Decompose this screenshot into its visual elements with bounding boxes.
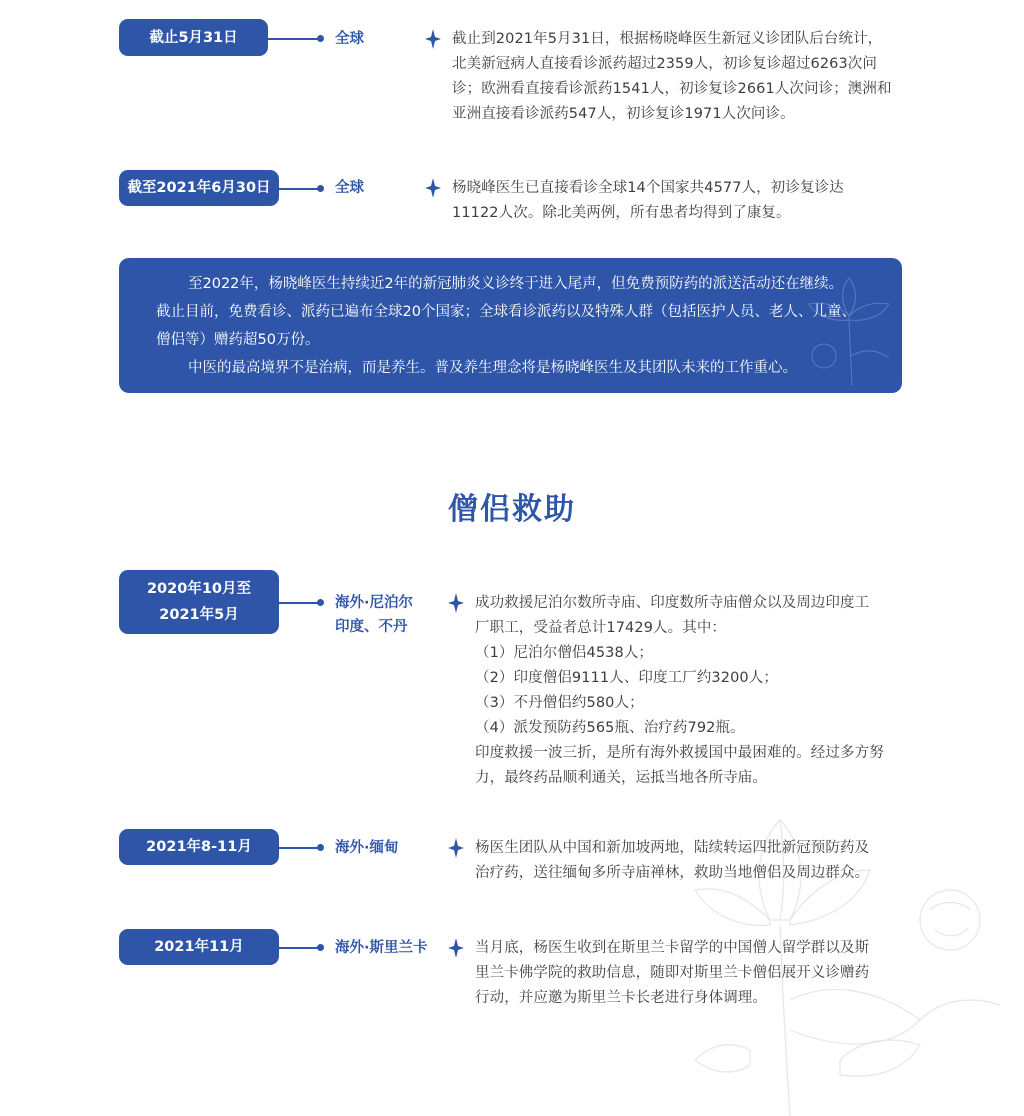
timeline-description: 当月底，杨医生收到在斯里兰卡留学的中国僧人留学群以及斯 里兰卡佛学院的救助信息，随即对斯里兰卡僧侣展开义诊赠药 行动，并应邀为斯里兰卡长老进行身体调理。	[475, 940, 870, 1006]
timeline-region: 全球	[335, 180, 364, 196]
timeline-description: 截止到2021年5月31日，根据杨晓峰医生新冠义诊团队后台统计， 北美新冠病人直接看诊派药超过2359人，初诊复诊超过6263次问 诊；欧洲看直接看诊派药1541人，初诊复诊2661人次问诊；澳洲和 亚洲直接看诊派药547人，初诊复诊1971人次问诊。	[452, 31, 892, 122]
timeline-connector	[279, 947, 320, 949]
timeline-region: 海外·斯里兰卡	[335, 940, 428, 956]
timeline-date-badge: 截至2021年6月30日	[119, 170, 279, 206]
four-point-star-icon	[425, 178, 441, 198]
timeline-date-badge: 2020年10月至 2021年5月	[119, 570, 279, 634]
timeline-date-badge: 2021年8-11月	[119, 829, 279, 865]
timeline-dot	[317, 844, 324, 851]
timeline-region: 全球	[335, 31, 364, 47]
four-point-star-icon	[448, 938, 464, 958]
timeline-connector	[279, 847, 320, 849]
four-point-star-icon	[448, 838, 464, 858]
timeline-region: 海外·缅甸	[335, 840, 399, 856]
four-point-star-icon	[425, 29, 441, 49]
summary-line: 至2022年，杨晓峰医生持续近2年的新冠肺炎义诊终于进入尾声，但免费预防药的派送活动还在继续。	[188, 276, 844, 292]
timeline-description: 杨医生团队从中国和新加坡两地，陆续转运四批新冠预防药及 治疗药，送往缅甸多所寺庙禅林，救助当地僧侣及周边群众。	[475, 840, 870, 881]
timeline-connector	[268, 38, 320, 40]
summary-line: 中医的最高境界不是治病，而是养生。普及养生理念将是杨晓峰医生及其团队未来的工作重心。	[188, 360, 797, 376]
timeline-date-badge: 截止5月31日	[119, 19, 268, 56]
timeline-description: 成功救援尼泊尔数所寺庙、印度数所寺庙僧众以及周边印度工 厂职工，受益者总计17429人。其中： （1）尼泊尔僧侣4538人； （2）印度僧侣9111人、印度工厂约3200人； （3）不丹僧侣约580人； （4）派发预防药565瓶、治疗药792瓶。 印度救援一波三折，是所有海外救援国中最困难的。经过多方努 力，最终药品顺利通关，运抵当地各所寺庙。	[475, 595, 884, 786]
four-point-star-icon	[448, 593, 464, 613]
timeline-connector	[279, 188, 320, 190]
summary-line: 僧侣等）赠药超50万份。	[156, 332, 320, 348]
timeline-connector	[279, 602, 320, 604]
timeline-date-badge: 2021年11月	[119, 929, 279, 965]
timeline-description: 杨晓峰医生已直接看诊全球14个国家共4577人，初诊复诊达 11122人次。除北美两例，所有患者均得到了康复。	[452, 180, 844, 221]
timeline-region: 海外·尼泊尔 印度、不丹	[335, 595, 414, 635]
summary-panel	[119, 258, 902, 393]
timeline-dot	[317, 944, 324, 951]
timeline-dot	[317, 35, 324, 42]
timeline-dot	[317, 185, 324, 192]
summary-line: 截止目前，免费看诊、派药已遍布全球20个国家；全球看诊派药以及特殊人群（包括医护人员、老人、儿童、	[156, 304, 856, 320]
timeline-dot	[317, 599, 324, 606]
section-title: 僧侣救助	[448, 492, 576, 527]
